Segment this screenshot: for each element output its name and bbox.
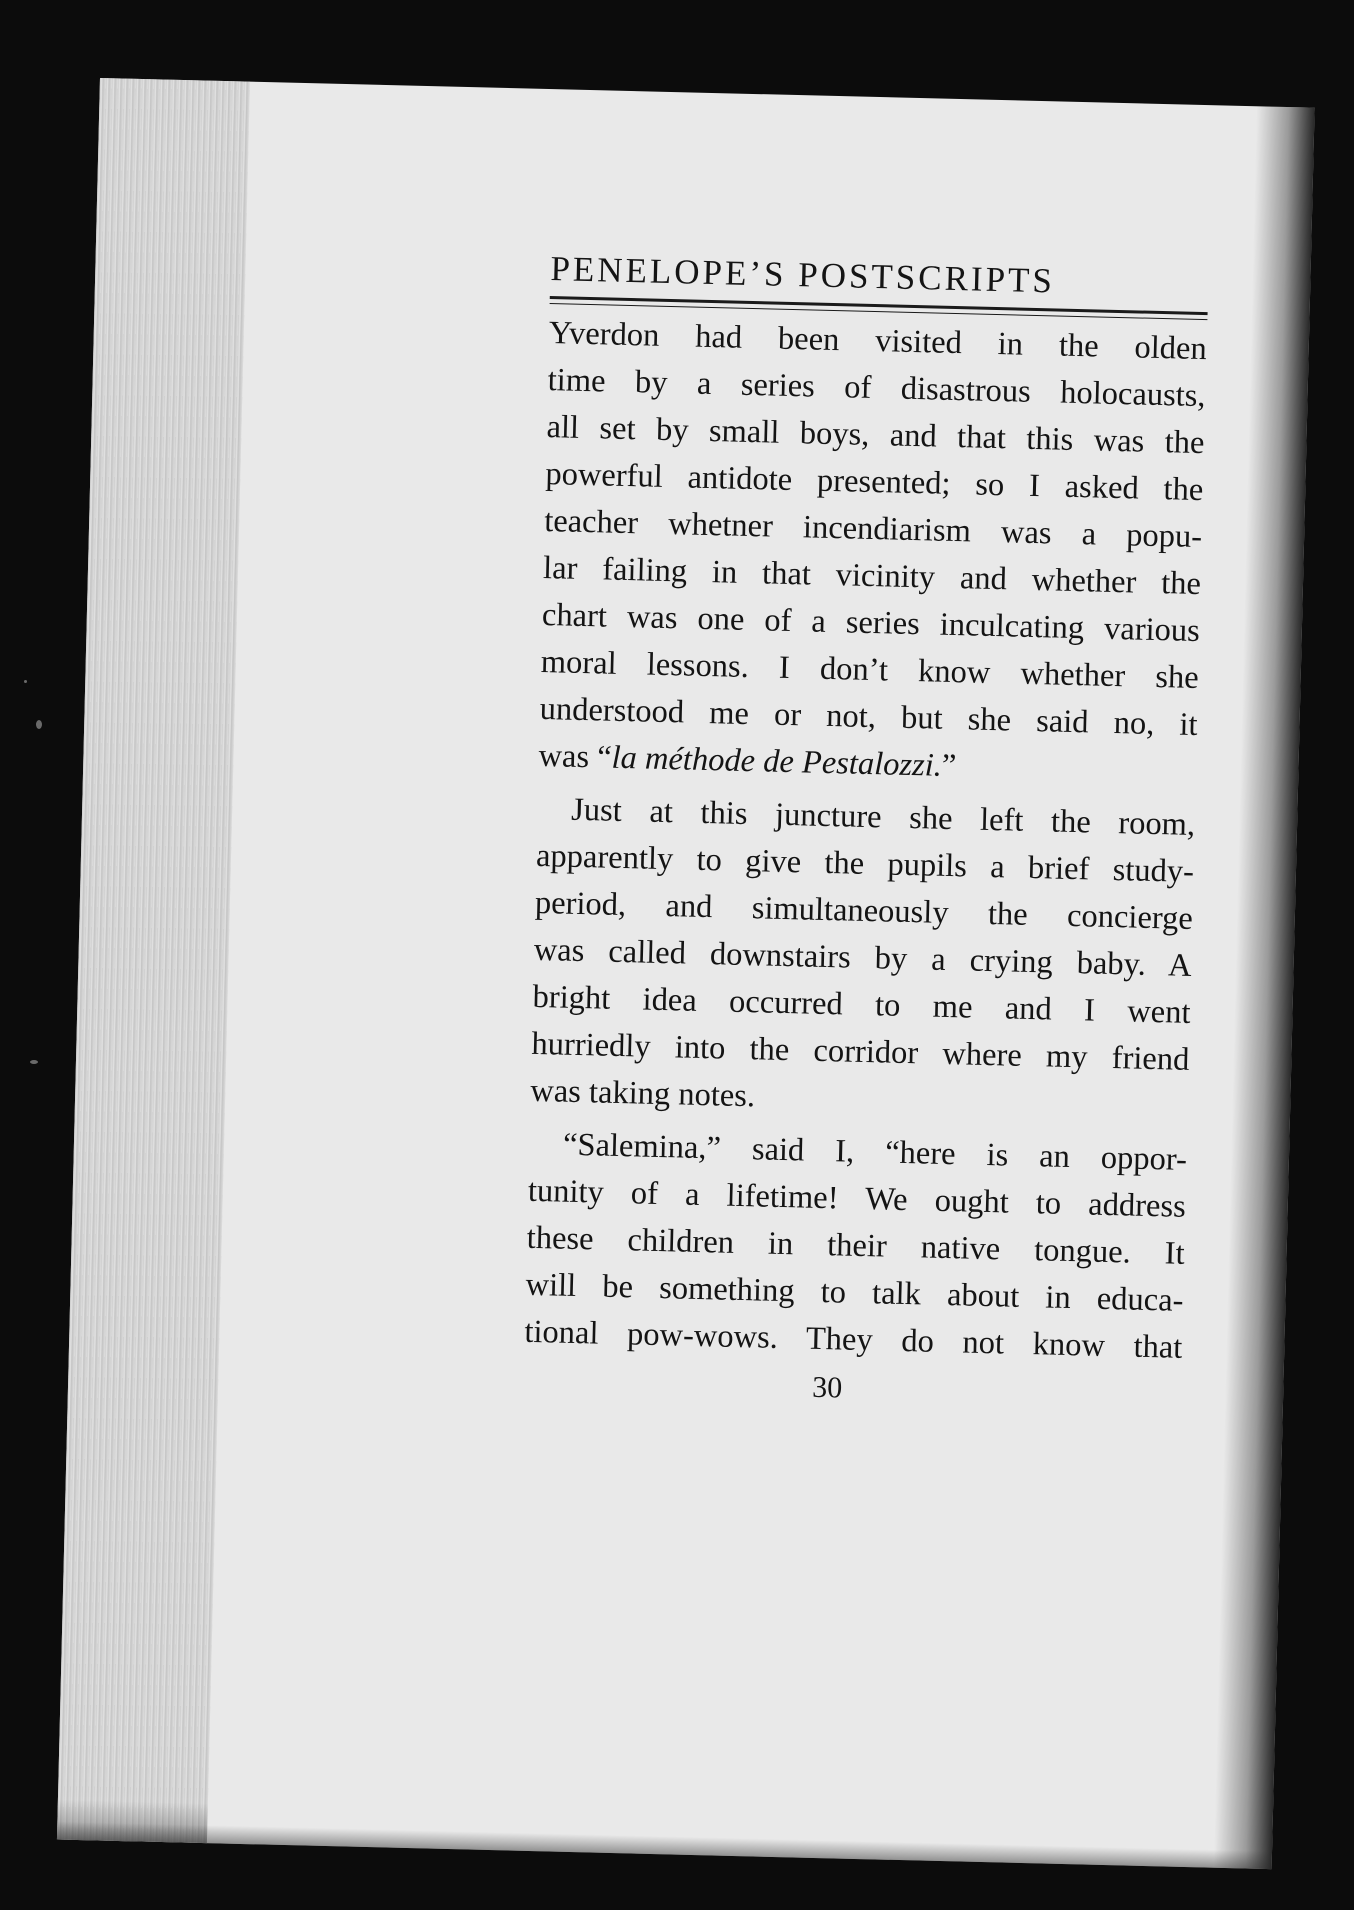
text-fragment: ” (941, 747, 957, 785)
text-line: was taking notes. (529, 1072, 756, 1115)
text-line: time by a series of disastrous holocausts, (547, 362, 1206, 415)
paragraph-3 (524, 1121, 1188, 1372)
text-line: moral lessons. I don’t know whether she (540, 643, 1200, 697)
page-bottom-shadow (57, 1821, 1272, 1869)
text-line: these children in their native tongue. It (526, 1219, 1186, 1272)
text-line: powerful antidote presented; so I asked the (545, 456, 1204, 509)
text-line: understood me or not, but she said no, it (539, 690, 1198, 744)
text-line: all set by small boys, and that this was the (546, 409, 1205, 462)
page-edges (57, 78, 250, 1843)
text-line: tunity of a lifetime! We ought to address (527, 1172, 1187, 1225)
text-line: teacher whetner incendiarism was a popu- (543, 502, 1203, 556)
text-line: hurriedly into the corridor where my friend (531, 1025, 1190, 1078)
text-block (523, 251, 1209, 1414)
text-line: “Salemina,” said I, “here is an oppor- (562, 1126, 1188, 1178)
text-line: tional pow-wows. They do not know that (524, 1313, 1183, 1366)
scan-speck (30, 1060, 38, 1064)
text-line: will be something to talk about in educa- (525, 1266, 1184, 1319)
text-line: chart was one of a series inculcating various (541, 596, 1201, 650)
scan-speck (24, 680, 27, 683)
text-line: period, and simultaneously the concierge (534, 884, 1194, 937)
text-line: bright idea occurred to me and I went (532, 978, 1191, 1031)
text-line: Yverdon had been visited in the olden (548, 315, 1208, 368)
italic-quotation: la méthode de Pestalozzi. (611, 739, 943, 784)
text-line: lar failing in that vicinity and whether the (542, 549, 1202, 603)
paragraph-1 (538, 310, 1207, 796)
text-line: was called downstairs by a crying baby. A (533, 931, 1193, 984)
page-gutter-shadow (1214, 106, 1315, 1869)
text-line: apparently to give the pupils a brief study- (535, 837, 1195, 890)
book-page (57, 78, 1315, 1869)
page-number: 30 (811, 1370, 843, 1405)
running-head: PENELOPE’S POSTSCRIPTS (550, 249, 1056, 301)
text-fragment: was “ (538, 737, 613, 776)
scan-speck (36, 720, 42, 729)
paragraph-2 (530, 786, 1196, 1131)
text-line: Just at this juncture she left the room, (570, 791, 1196, 843)
